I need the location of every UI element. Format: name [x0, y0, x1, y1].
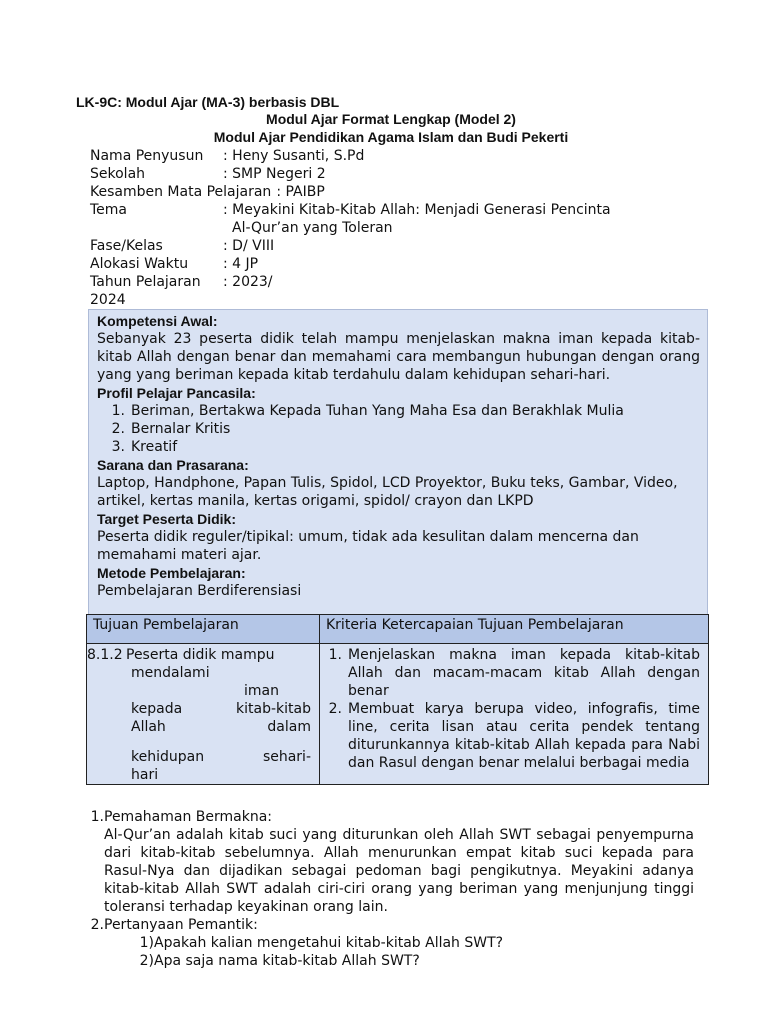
list-item: [80, 916, 694, 970]
list-text: Apa saja nama kitab-kitab Allah SWT?: [154, 953, 420, 969]
tp-word: kehidupan: [131, 749, 205, 765]
tp-word: kitab-kitab: [236, 701, 311, 717]
tp-word: sehari-: [262, 749, 311, 765]
list-text: Kreatif: [131, 439, 178, 455]
kriteria-list: [320, 646, 700, 772]
tujuan-content: [87, 646, 311, 784]
target-heading: Target Peserta Didik:: [97, 511, 237, 527]
list-item: [320, 700, 700, 772]
list-text: Bernalar Kritis: [131, 421, 231, 437]
profil-heading: Profil Pelajar Pancasila:: [97, 385, 256, 401]
module-subtitle: Modul Ajar Pendidikan Agama Islam dan Budi Pekerti: [213, 129, 569, 145]
identity-block: [90, 147, 611, 309]
sarana-heading: Sarana dan Prasarana:: [97, 457, 249, 473]
kriteria-cell: [320, 644, 709, 785]
list-number: 2.: [111, 421, 125, 437]
fase-label: Fase/Kelas: [90, 238, 163, 254]
bottom-section: [80, 808, 694, 970]
tema-value: : Meyakini Kitab-Kitab Allah: Menjadi Generasi Pencinta: [223, 202, 611, 218]
list-number: 3.: [111, 439, 125, 455]
pemahaman-block: [104, 808, 694, 916]
target-text: Peserta didik reguler/tipikal: umum, tidak ada kesulitan dalam mencerna dan memahami materi ajar.: [97, 529, 639, 563]
metode-heading: Metode Pembelajaran:: [97, 565, 246, 581]
kompetensi-text: Sebanyak 23 peserta didik telah mampu menjelaskan makna iman kepada kitab-kitab Allah dengan benar dan memahami cara membangun hubungan dengan orang yang yang beriman kepada kitab terdahulu dalam kehidupan sehari-hari.: [97, 331, 700, 383]
competency-box: [88, 309, 708, 616]
profil-list: [97, 402, 700, 456]
list-item: [97, 438, 700, 456]
question-list: [104, 934, 694, 970]
list-number: 1.: [328, 647, 342, 663]
tema-value-continued: Al-Qur’an yang Toleran: [232, 220, 393, 236]
module-title: Modul Ajar Format Lengkap (Model 2): [266, 111, 516, 127]
list-text: Beriman, Bertakwa Kepada Tuhan Yang Maha Esa dan Berakhlak Mulia: [131, 403, 624, 419]
list-item: [320, 646, 700, 700]
list-item: [97, 402, 700, 420]
list-text: Membuat karya berupa video, infografis, time line, cerita lisan atau cerita pendek tentang diturunkannya kitab-kitab Allah kepada para Nabi dan Rasul dengan benar melalui berbagai media: [348, 701, 700, 771]
mapel-value: : PAIBP: [276, 184, 325, 200]
list-item: [80, 808, 694, 916]
tahun-label: Tahun Pelajaran: [90, 274, 201, 290]
penyusun-row: [90, 147, 611, 165]
tp-code: 8.1.2: [87, 647, 123, 663]
tp-word: dalam: [267, 719, 311, 735]
list-item: [104, 952, 694, 970]
list-text: Apakah kalian mengetahui kitab-kitab Allah SWT?: [154, 935, 504, 951]
tema-row: [90, 201, 611, 219]
pemahaman-text: Al-Qur’an adalah kitab suci yang diturunkan oleh Allah SWT sebagai penyempurna dari kitab-kitab sebelumnya. Allah menurunkan empat kitab suci kepada para Rasul-Nya dan dijadikan sebagai pedoman bagi pengikutnya. Meyakini adanya kitab-kitab Allah SWT adalah ciri-ciri orang yang beriman yang menjunjung tinggi toleransi terhadap keyakinan orang lain.: [104, 827, 694, 915]
tp-line: Peserta didik mampu: [126, 647, 275, 663]
kompetensi-heading: Kompetensi Awal:: [97, 313, 218, 329]
alokasi-label: Alokasi Waktu: [90, 256, 189, 272]
mapel-row: [90, 183, 611, 201]
alokasi-row: [90, 255, 611, 273]
sekolah-value: : SMP Negeri 2: [223, 166, 326, 182]
list-number: 1.: [90, 809, 104, 825]
tahun-value-continued: 2024: [90, 292, 126, 308]
fase-value: : D/ VIII: [223, 238, 275, 254]
learning-objectives-table: [86, 614, 709, 785]
penyusun-value: : Heny Susanti, S.Pd: [223, 148, 365, 164]
list-number: 2.: [90, 917, 104, 933]
mapel-label: Kesamben Mata Pelajaran: [90, 184, 272, 200]
pemantik-title: Pertanyaan Pemantik:: [104, 917, 258, 933]
table-row: [87, 644, 709, 785]
list-text: Menjelaskan makna iman kepada kitab-kitab Allah dan macam-macam kitab Allah dengan benar: [348, 647, 700, 699]
tujuan-cell: [87, 644, 320, 785]
list-number: 1): [139, 935, 154, 951]
tp-word: Allah: [131, 719, 166, 735]
list-item: [97, 420, 700, 438]
list-number: 2): [139, 953, 154, 969]
metode-text: Pembelajaran Berdiferensiasi: [97, 583, 302, 599]
competency-box-content: [97, 312, 700, 600]
tahun-value: : 2023/: [223, 274, 273, 290]
list-number: 1.: [111, 403, 125, 419]
col-header-kriteria: Kriteria Ketercapaian Tujuan Pembelajaran: [320, 615, 709, 644]
tema-label: Tema: [90, 202, 128, 218]
tp-text: [126, 646, 311, 784]
list-item: [104, 934, 694, 952]
tp-line: hari: [131, 767, 159, 783]
tp-line: iman: [244, 683, 279, 699]
table-header-row: [87, 615, 709, 644]
tahun-row: [90, 273, 611, 291]
pemahaman-title: Pemahaman Bermakna:: [104, 809, 272, 825]
sekolah-label: Sekolah: [90, 166, 146, 182]
alokasi-value: : 4 JP: [223, 256, 259, 272]
sarana-text: Laptop, Handphone, Papan Tulis, Spidol, LCD Proyektor, Buku teks, Gambar, Video, artikel, kertas manila, kertas origami, spidol/ crayon dan LKPD: [97, 475, 678, 509]
bottom-list: [80, 808, 694, 970]
list-number: 2.: [328, 701, 342, 717]
lk-title: LK-9C: Modul Ajar (MA-3) berbasis DBL: [76, 94, 340, 110]
penyusun-label: Nama Penyusun: [90, 148, 204, 164]
pemantik-block: [104, 916, 694, 970]
tp-line: mendalami: [131, 665, 210, 681]
col-header-tujuan: Tujuan Pembelajaran: [87, 615, 320, 644]
fase-row: [90, 237, 611, 255]
tp-word: kepada: [131, 701, 183, 717]
sekolah-row: [90, 165, 611, 183]
